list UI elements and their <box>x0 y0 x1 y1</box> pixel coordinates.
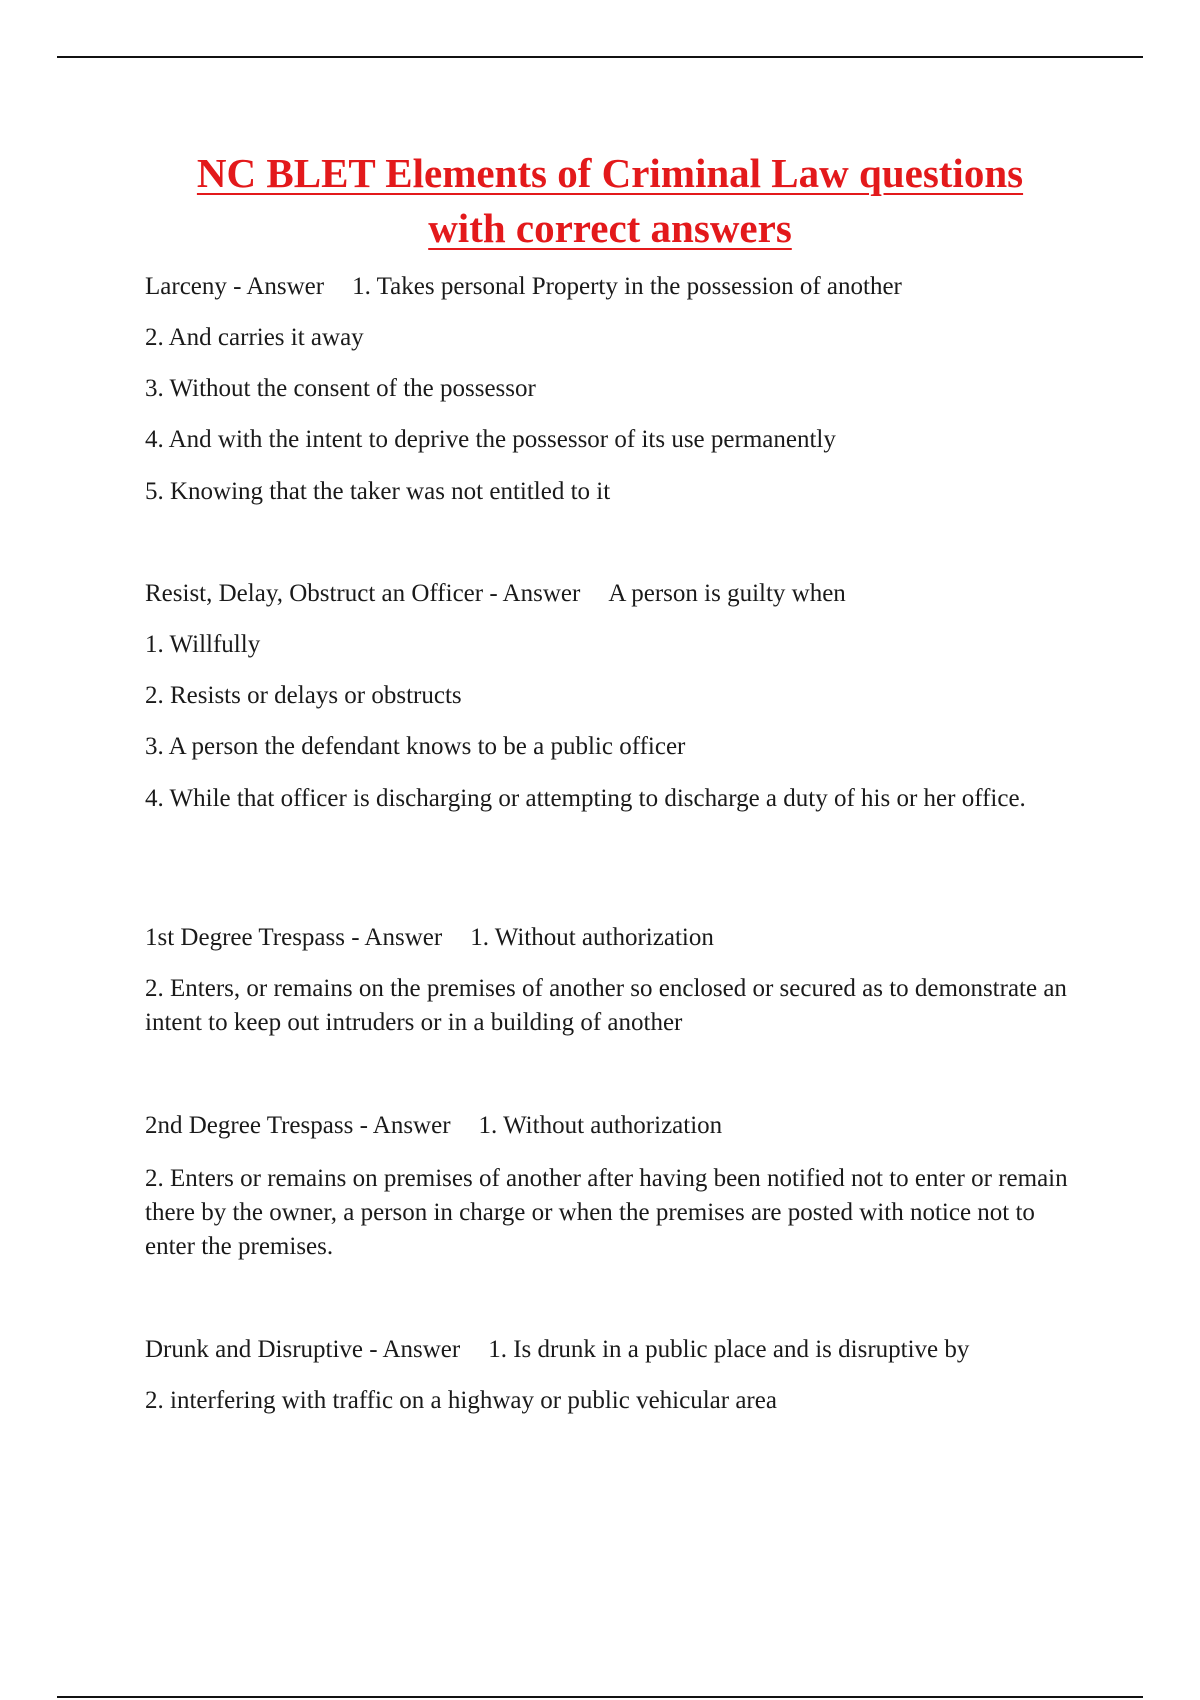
answer-line: 2. Enters or remains on premises of another after having been notified not to enter or remain there by the owner, a person in charge or when the premises are posted with notice not to enter the premises. <box>145 1165 1068 1260</box>
answer-line: 1. Willfully <box>145 631 261 658</box>
answer-line: 2. Resists or delays or obstructs <box>145 682 462 709</box>
answer-line: 2. Enters, or remains on the premises of another so enclosed or secured as to demonstrate an intent to keep out intruders or in a building of another <box>145 975 1067 1036</box>
question-term: Drunk and Disruptive - Answer <box>145 1336 461 1363</box>
answer-first: A person is guilty when <box>608 580 846 607</box>
question-term: Larceny - Answer <box>145 273 325 300</box>
question-term: 2nd Degree Trespass - Answer <box>145 1112 451 1139</box>
answer-first: 1. Takes personal Property in the possession of another <box>352 273 902 300</box>
document-title <box>110 146 1110 256</box>
answer-line: 4. And with the intent to deprive the possessor of its use permanently <box>145 426 836 453</box>
answer-line: 3. Without the consent of the possessor <box>145 375 536 402</box>
answer-first: 1. Is drunk in a public place and is disruptive by <box>488 1336 970 1363</box>
question-line <box>145 1333 1080 1367</box>
answer-line: 2. interfering with traffic on a highway or public vehicular area <box>145 1387 777 1414</box>
question-term: Resist, Delay, Obstruct an Officer - Answer <box>145 580 581 607</box>
question-term: 1st Degree Trespass - Answer <box>145 924 443 951</box>
answer-first: 1. Without authorization <box>470 924 714 951</box>
answer-first: 1. Without authorization <box>478 1112 723 1139</box>
answer-line: 5. Knowing that the taker was not entitled to it <box>145 478 611 505</box>
top-rule <box>57 56 1143 58</box>
title-line-1: NC BLET Elements of Criminal Law questions <box>196 150 1024 196</box>
answer-line: 4. While that officer is discharging or attempting to discharge a duty of his or her office. <box>145 785 1026 812</box>
question-line <box>145 921 1080 955</box>
question-line <box>145 577 1080 611</box>
title-line-2: with correct answers <box>428 205 792 251</box>
question-line <box>145 270 1080 304</box>
answer-line: 3. A person the defendant knows to be a public officer <box>145 733 686 760</box>
question-line <box>145 1109 1080 1143</box>
answer-line: 2. And carries it away <box>145 324 364 351</box>
bottom-rule <box>57 1696 1143 1698</box>
